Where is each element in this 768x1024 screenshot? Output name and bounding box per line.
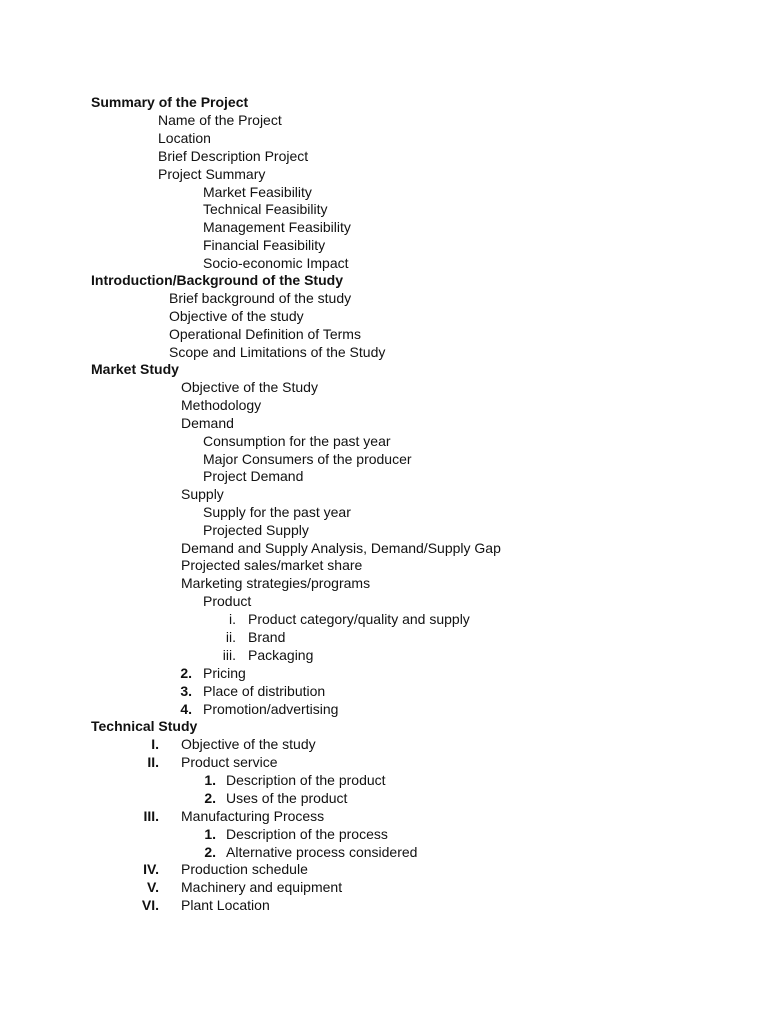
outline-subitem: Consumption for the past year: [203, 433, 391, 449]
outline-item: Brief background of the study: [169, 290, 352, 306]
list-marker: V.: [147, 879, 159, 895]
list-marker: 2.: [180, 665, 192, 681]
list-marker: 1.: [204, 826, 216, 842]
outline-item: Machinery and equipment: [181, 879, 343, 895]
outline-item: Marketing strategies/programs: [181, 575, 371, 591]
outline-subitem: Description of the process: [226, 826, 388, 842]
outline-item: Manufacturing Process: [181, 808, 325, 824]
outline-item: Product service: [181, 754, 278, 770]
list-marker: II.: [147, 754, 159, 770]
section-heading-technical-study: Technical Study: [91, 718, 198, 734]
outline-subitem: Management Feasibility: [203, 219, 351, 235]
outline-item: Objective of the Study: [181, 379, 318, 395]
outline-subitem: Technical Feasibility: [203, 201, 328, 217]
outline-subitem: Pricing: [203, 665, 246, 681]
outline-item: Operational Definition of Terms: [169, 326, 361, 342]
list-marker: I.: [151, 736, 159, 752]
outline-subitem: Market Feasibility: [203, 184, 312, 200]
outline-item: Demand: [181, 415, 234, 431]
outline-item: Production schedule: [181, 861, 308, 877]
outline-subitem: Alternative process considered: [226, 844, 418, 860]
list-marker: 1.: [204, 772, 216, 788]
list-marker: 2.: [204, 790, 216, 806]
outline-item: Name of the Project: [158, 112, 282, 128]
outline-subitem: Uses of the product: [226, 790, 348, 806]
list-marker: i.: [229, 611, 236, 627]
outline-subitem: Supply for the past year: [203, 504, 351, 520]
list-marker: iii.: [222, 647, 236, 663]
outline-subitem: Projected Supply: [203, 522, 309, 538]
outline-subitem: Socio-economic Impact: [203, 255, 349, 271]
list-marker: III.: [143, 808, 159, 824]
outline-item: Projected sales/market share: [181, 557, 363, 573]
outline-subsubitem: Packaging: [248, 647, 314, 663]
outline-item: Supply: [181, 486, 224, 502]
outline-subitem: Major Consumers of the producer: [203, 451, 412, 467]
section-heading-summary: Summary of the Project: [91, 94, 249, 110]
section-heading-market-study: Market Study: [91, 361, 179, 377]
outline-item: Methodology: [181, 397, 262, 413]
outline-subitem: Place of distribution: [203, 683, 326, 699]
outline-item: Plant Location: [181, 897, 270, 913]
outline-subitem: Product: [203, 593, 252, 609]
outline-item: Objective of the study: [181, 736, 316, 752]
outline-subitem: Financial Feasibility: [203, 237, 326, 253]
outline-subsubitem: Product category/quality and supply: [248, 611, 470, 627]
outline-item: Project Summary: [158, 166, 266, 182]
outline-item: Brief Description Project: [158, 148, 309, 164]
outline-item: Objective of the study: [169, 308, 304, 324]
outline-subitem: Description of the product: [226, 772, 386, 788]
list-marker: 4.: [180, 701, 192, 717]
list-marker: IV.: [143, 861, 159, 877]
outline-subitem: Promotion/advertising: [203, 701, 339, 717]
section-heading-introduction: Introduction/Background of the Study: [91, 272, 343, 288]
list-marker: 2.: [204, 844, 216, 860]
outline-item: Location: [158, 130, 211, 146]
list-marker: VI.: [141, 897, 159, 913]
outline-subitem: Project Demand: [203, 468, 304, 484]
outline-subsubitem: Brand: [248, 629, 286, 645]
outline-item: Demand and Supply Analysis, Demand/Supply Gap: [181, 540, 501, 556]
outline-item: Scope and Limitations of the Study: [169, 344, 386, 360]
list-marker: 3.: [180, 683, 192, 699]
list-marker: ii.: [225, 629, 236, 645]
